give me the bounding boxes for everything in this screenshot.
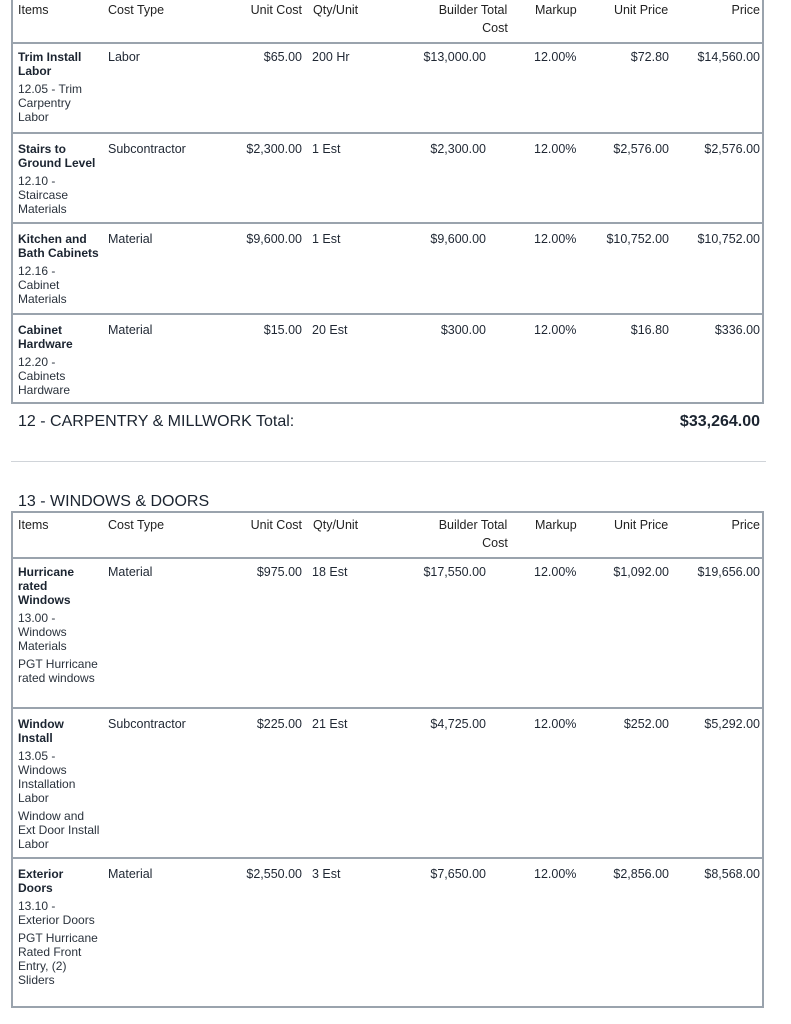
price-cell: $14,560.00	[697, 50, 760, 64]
item-note: PGT Hurricane rated windows	[18, 657, 98, 685]
item-name: Cabinet Hardware	[18, 323, 73, 351]
cost-type-cell: Material	[108, 323, 153, 337]
qty-cell: 21 Est	[312, 717, 348, 731]
unit-price-cell: $2,576.00	[613, 142, 669, 156]
header-builder-total	[403, 516, 543, 552]
item-cell	[18, 717, 100, 851]
markup-cell: 12.00%	[534, 142, 577, 156]
header-unit-cost: Unit Cost	[250, 3, 302, 17]
unit-price-cell: $2,856.00	[613, 867, 669, 881]
item-name: Kitchen and Bath Cabinets	[18, 232, 99, 260]
item-code: 12.20 - Cabinets Hardware	[18, 355, 71, 397]
price-cell: $5,292.00	[704, 717, 760, 731]
table-header	[13, 513, 762, 559]
builder-total-cell: $4,725.00	[430, 717, 486, 731]
header-qty-unit: Qty/Unit	[313, 518, 359, 532]
item-note: Window and Ext Door Install Labor	[18, 809, 100, 851]
header-items: Items	[18, 3, 49, 17]
item-name: Trim Install Labor	[18, 50, 82, 78]
item-code: 12.16 - Cabinet Materials	[18, 264, 67, 306]
builder-total-cell: $2,300.00	[430, 142, 486, 156]
unit-price-cell: $72.80	[630, 50, 669, 64]
header-markup: Markup	[535, 3, 577, 17]
item-code: 12.05 - Trim Carpentry Labor	[18, 82, 83, 124]
qty-cell: 1 Est	[312, 142, 341, 156]
header-price: Price	[731, 3, 760, 17]
section-total-value: $33,264.00	[679, 413, 760, 430]
table-row	[13, 42, 762, 132]
price-cell: $336.00	[714, 323, 760, 337]
header-builder-total-line1: Builder Total	[438, 3, 508, 17]
unit-cost-cell: $9,600.00	[246, 232, 302, 246]
item-code: 13.10 - Exterior Doors	[18, 899, 95, 927]
unit-cost-cell: $2,550.00	[246, 867, 302, 881]
item-name: Exterior Doors	[18, 867, 64, 895]
header-unit-price: Unit Price	[614, 518, 669, 532]
unit-price-cell: $16.80	[630, 323, 669, 337]
item-code: 13.05 - Windows Installation Labor	[18, 749, 76, 805]
builder-total-cell: $13,000.00	[423, 50, 486, 64]
table-row	[13, 557, 762, 707]
table-row	[13, 857, 762, 1008]
item-cell	[18, 565, 100, 685]
item-cell	[18, 142, 100, 216]
header-builder-total-line1: Builder Total	[438, 518, 508, 532]
markup-cell: 12.00%	[534, 323, 577, 337]
header-unit-cost: Unit Cost	[250, 518, 302, 532]
header-cost-type: Cost Type	[108, 518, 165, 532]
item-cell	[18, 232, 100, 306]
builder-total-cell: $300.00	[440, 323, 486, 337]
item-code: 13.00 - Windows Materials	[18, 611, 67, 653]
builder-total-cell: $9,600.00	[430, 232, 486, 246]
cost-type-cell: Material	[108, 232, 153, 246]
markup-cell: 12.00%	[534, 232, 577, 246]
qty-cell: 1 Est	[312, 232, 341, 246]
builder-total-cell: $7,650.00	[430, 867, 486, 881]
price-cell: $8,568.00	[704, 867, 760, 881]
section-divider	[11, 461, 766, 462]
header-qty-unit: Qty/Unit	[313, 3, 359, 17]
header-markup: Markup	[535, 518, 577, 532]
unit-cost-cell: $15.00	[263, 323, 302, 337]
builder-total-cell: $17,550.00	[423, 565, 486, 579]
item-name: Stairs to Ground Level	[18, 142, 96, 170]
unit-price-cell: $10,752.00	[606, 232, 669, 246]
price-cell: $2,576.00	[704, 142, 760, 156]
table-row	[13, 707, 762, 857]
markup-cell: 12.00%	[534, 50, 577, 64]
unit-cost-cell: $2,300.00	[246, 142, 302, 156]
header-builder-total-line2: Cost	[482, 536, 508, 550]
item-cell	[18, 323, 100, 397]
table-header	[13, 0, 762, 44]
markup-cell: 12.00%	[534, 565, 577, 579]
cost-type-cell: Subcontractor	[108, 142, 186, 156]
markup-cell: 12.00%	[534, 867, 577, 881]
qty-cell: 200 Hr	[312, 50, 350, 64]
header-builder-total-line2: Cost	[482, 21, 508, 35]
section-total-label: 12 - CARPENTRY & MILLWORK Total:	[18, 413, 295, 430]
qty-cell: 3 Est	[312, 867, 341, 881]
header-items: Items	[18, 518, 49, 532]
price-cell: $10,752.00	[697, 232, 760, 246]
markup-cell: 12.00%	[534, 717, 577, 731]
windows-doors-table	[11, 511, 764, 1008]
header-price: Price	[731, 518, 760, 532]
unit-cost-cell: $65.00	[263, 50, 302, 64]
price-cell: $19,656.00	[697, 565, 760, 579]
section-title: 13 - WINDOWS & DOORS	[18, 493, 210, 510]
unit-price-cell: $252.00	[623, 717, 669, 731]
cost-type-cell: Material	[108, 867, 153, 881]
unit-cost-cell: $225.00	[256, 717, 302, 731]
cost-type-cell: Subcontractor	[108, 717, 186, 731]
item-code: 12.10 - Staircase Materials	[18, 174, 69, 216]
item-name: Window Install	[18, 717, 64, 745]
table-row	[13, 222, 762, 313]
unit-cost-cell: $975.00	[256, 565, 302, 579]
qty-cell: 18 Est	[312, 565, 348, 579]
unit-price-cell: $1,092.00	[613, 565, 669, 579]
header-unit-price: Unit Price	[614, 3, 669, 17]
item-cell	[18, 867, 100, 987]
table-row	[13, 313, 762, 402]
header-builder-total	[403, 1, 543, 37]
item-note: PGT Hurricane Rated Front Entry, (2) Sliders	[18, 931, 98, 987]
cost-type-cell: Material	[108, 565, 153, 579]
item-name: Hurricane rated Windows	[18, 565, 75, 607]
qty-cell: 20 Est	[312, 323, 348, 337]
item-cell	[18, 50, 100, 124]
header-cost-type: Cost Type	[108, 3, 165, 17]
table-row	[13, 132, 762, 222]
carpentry-table	[11, 0, 764, 404]
cost-type-cell: Labor	[108, 50, 140, 64]
